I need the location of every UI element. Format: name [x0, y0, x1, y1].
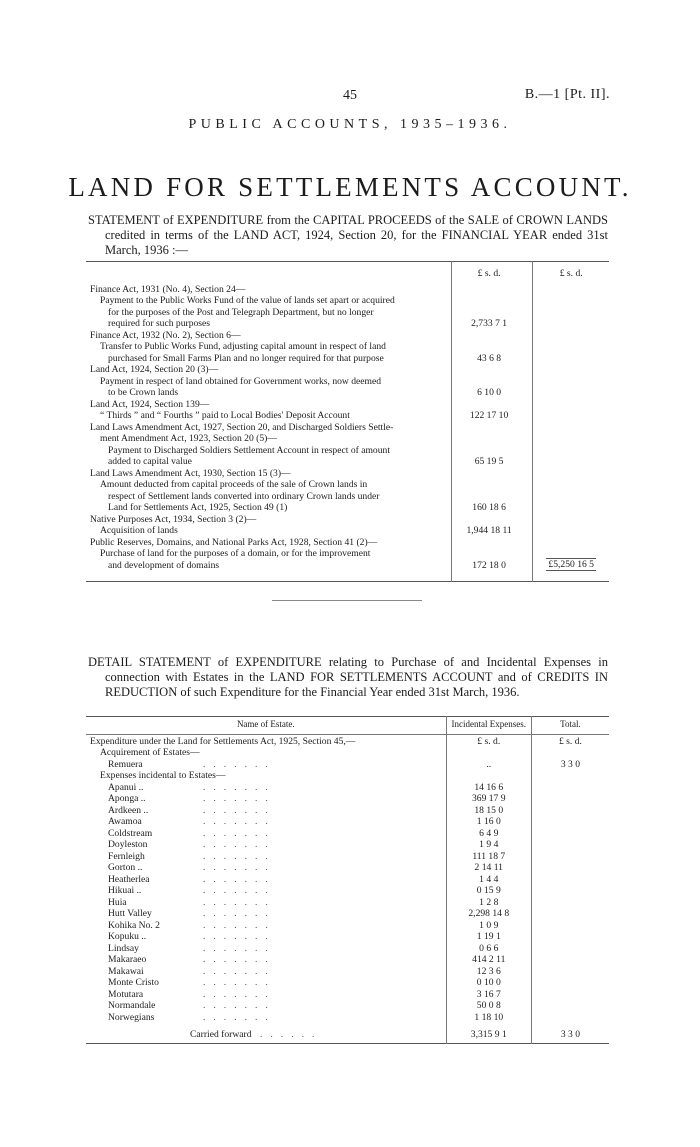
incidental-amount: 0 6 6 [446, 943, 531, 955]
column-header-name: Name of Estate. [86, 717, 446, 735]
estate-name: Normandale [108, 1000, 156, 1011]
table-row [86, 805, 609, 817]
estate-name: Kopuku .. [108, 931, 147, 942]
total-amount: 3 3 0 [560, 758, 581, 770]
detail-table [86, 716, 609, 1044]
section-heading: Expenditure under the Land for Settlements Act, 1925, Section 45,— [86, 734, 446, 747]
total-units: £ s. d. [558, 735, 582, 747]
act-detail-line: ment Amendment Act, 1923, Section 20 (5)— [100, 433, 277, 444]
total-units: £ s. d. [559, 268, 583, 279]
estate-name: Makawai [108, 965, 144, 977]
row-amount: 6 10 0 [451, 364, 533, 399]
estate-name: Motutara [108, 988, 144, 1000]
expenses-heading: Expenses incidental to Estates— [100, 770, 226, 781]
intro-line: REDUCTION of such Expenditure for the Financial Year ended 31st March, 1936. [105, 685, 520, 699]
table-row [86, 468, 609, 514]
estate-name: Hutt Valley [108, 908, 152, 919]
incidental-amount: 414 2 11 [446, 954, 531, 966]
estate-name: Makaraeo [108, 954, 147, 965]
estate-name: Aponga .. [108, 793, 146, 804]
table-row [86, 364, 609, 399]
incidental-units: £ s. d. [446, 734, 531, 747]
leader-dots: ....... [203, 839, 276, 850]
estate-name: Hikuai .. [108, 885, 142, 896]
table-row [86, 977, 609, 989]
table-row [86, 908, 609, 920]
table-row [86, 966, 609, 978]
act-heading: Public Reserves, Domains, and National Parks Act, 1928, Section 41 (2)— [90, 536, 378, 548]
incidental-amount: 1 4 4 [446, 874, 531, 886]
estate-name: Apanui .. [108, 781, 144, 793]
row-amount: 122 17 10 [451, 399, 533, 422]
leader-dots: ....... [203, 850, 276, 862]
section-divider [272, 600, 422, 601]
estate-name: Ardkeen .. [108, 804, 149, 816]
column-header-incidental: Incidental Expenses. [446, 717, 531, 735]
act-detail-line: Payment in respect of land obtained for Government works, now deemed [100, 375, 382, 387]
act-detail-line: “ Thirds ” and “ Fourths ” paid to Local Bodies' Deposit Account [100, 410, 350, 421]
leader-dots: ....... [203, 873, 276, 885]
estate-name: Heatherlea [108, 873, 150, 885]
table-row [86, 851, 609, 863]
table-row [86, 839, 609, 851]
act-detail-line: for the purposes of the Post and Telegraph Department, but no longer [108, 306, 374, 318]
table-row [86, 330, 609, 365]
table-spacer [86, 571, 609, 582]
table-row [86, 943, 609, 955]
row-amount: 172 18 0 [451, 537, 533, 572]
act-heading: Native Purposes Act, 1934, Section 3 (2)— [90, 513, 257, 525]
expenses-heading-row [86, 770, 609, 782]
leader-dots: ....... [203, 758, 276, 770]
intro-line: YEAR ended 31st March, 1936 :— [105, 228, 608, 257]
estate-name: Norwegians [108, 1011, 155, 1023]
leader-dots: ....... [203, 816, 276, 827]
incidental-amount: 1 9 4 [446, 839, 531, 851]
estate-name: Monte Cristo [108, 977, 159, 988]
act-heading: Land Laws Amendment Act, 1930, Section 15 (3)— [90, 467, 291, 479]
row-amount: 65 19 5 [451, 422, 533, 468]
intro-line: LANDS credited in terms of the LAND ACT, 1924, Section 20, for the FINANCIAL [105, 213, 609, 242]
expenditure-table [86, 261, 609, 582]
leader-dots: ....... [203, 885, 276, 896]
act-heading: Finance Act, 1932 (No. 2), Section 6— [90, 329, 241, 341]
estate-name: Awamoa [108, 816, 142, 827]
row-amount: 1,944 18 11 [451, 514, 533, 537]
table-row [86, 537, 609, 572]
incidental-amount: 18 15 0 [446, 805, 531, 817]
statement2-intro [88, 655, 608, 700]
table-row [86, 989, 609, 1001]
estate-name: Doyleston [108, 839, 148, 850]
page-title: LAND FOR SETTLEMENTS ACCOUNT. [68, 172, 632, 202]
incidental-amount: 1 19 1 [446, 931, 531, 943]
table-row [86, 514, 609, 537]
units-row [86, 734, 609, 747]
act-heading: Land Act, 1924, Section 139— [90, 398, 210, 410]
incidental-amount: 1 2 8 [446, 897, 531, 909]
page-number: 45 [343, 88, 357, 103]
incidental-amount: 111 18 7 [446, 851, 531, 863]
leader-dots: ....... [203, 781, 276, 793]
amount-units: £ s. d. [451, 262, 533, 284]
incidental-amount: 12 3 6 [446, 966, 531, 978]
leader-dots: ....... [203, 988, 276, 1000]
table-header-row [86, 717, 609, 735]
leader-dots: ....... [203, 965, 276, 977]
incidental-amount: 2 14 11 [446, 862, 531, 874]
leader-dots: ....... [203, 919, 276, 931]
carried-forward-incidental: 3,315 9 1 [446, 1023, 531, 1043]
running-title: PUBLIC ACCOUNTS, 1935–1936. [188, 117, 512, 132]
incidental-amount: 1 18 10 [446, 1012, 531, 1024]
row-amount: 43 6 8 [451, 330, 533, 365]
estate-name: Huia [108, 896, 127, 908]
table-row [86, 885, 609, 897]
act-detail-line: Payment to Discharged Soldiers Settlement Account in respect of amount [108, 444, 390, 456]
leader-dots: ....... [203, 827, 276, 839]
intro-line: STATEMENT of EXPENDITURE from the CAPITAL PROCEEDS of the SALE of CROWN [88, 213, 563, 227]
act-detail-line: purchased for Small Farms Plan and no longer required for that purpose [108, 352, 384, 364]
row-amount: 2,733 7 1 [451, 284, 533, 330]
leader-dots: ....... [203, 942, 276, 954]
leader-dots: ....... [203, 1011, 276, 1023]
act-detail-line: Amount deducted from capital proceeds of the sale of Crown lands in [100, 479, 368, 490]
column-header-total: Total. [531, 717, 609, 735]
intro-line: DETAIL STATEMENT of EXPENDITURE relating to Purchase of and Incidental Expenses in [88, 655, 608, 669]
leader-dots: ....... [203, 977, 276, 988]
act-detail-line: and development of domains [108, 559, 220, 571]
table-row [86, 793, 609, 805]
incidental-amount: 0 10 0 [446, 977, 531, 989]
table-row [86, 874, 609, 886]
incidental-amount: 14 16 6 [446, 782, 531, 794]
intro-line: connection with Estates in the LAND FOR SETTLEMENTS ACCOUNT and of CREDITS IN [105, 670, 608, 684]
expenditure-rows [86, 284, 609, 572]
table-row [86, 816, 609, 828]
table-row [86, 759, 609, 771]
act-heading: Land Laws Amendment Act, 1927, Section 20, and Discharged Soldiers Settle- [90, 421, 394, 433]
leader-dots: ....... [203, 908, 276, 919]
incidental-amount: 1 16 0 [446, 816, 531, 828]
incidental-amount: 2,298 14 8 [446, 908, 531, 920]
act-detail-line: Acquisition of lands [100, 525, 178, 536]
table-row [86, 422, 609, 468]
table-row [86, 399, 609, 422]
table-row [86, 1000, 609, 1012]
act-detail-line: Land for Settlements Act, 1925, Section 49 (1) [108, 502, 288, 513]
act-detail-line: Payment to the Public Works Fund of the value of lands set apart or acquired [100, 295, 395, 306]
leader-dots: ....... [203, 804, 276, 816]
leader-dots: ....... [203, 954, 276, 965]
table-row [86, 828, 609, 840]
incidental-amount: 0 15 9 [446, 885, 531, 897]
estate-name: Kohika No. 2 [108, 919, 160, 931]
carried-forward-label: Carried forward [190, 1029, 252, 1040]
estate-name: Remuera [108, 758, 143, 770]
act-detail-line: Purchase of land for the purposes of a domain, or for the improvement [100, 548, 371, 559]
statement-total: £5,250 16 5 [548, 558, 594, 570]
carried-forward-row [86, 1023, 609, 1043]
estate-name: Fernleigh [108, 850, 145, 862]
incidental-amount: .. [446, 759, 531, 771]
page-reference: B.—1 [Pt. II]. [524, 87, 610, 102]
estate-name: Gorton .. [108, 862, 143, 873]
incidental-amount: 6 4 9 [446, 828, 531, 840]
leader-dots: ....... [203, 1000, 276, 1011]
table-row [86, 897, 609, 909]
leader-dots: ....... [203, 896, 276, 908]
estate-rows [86, 782, 609, 1024]
leader-dots: ...... [260, 1029, 323, 1040]
incidental-amount: 1 0 9 [446, 920, 531, 932]
table-row [86, 931, 609, 943]
act-detail-line: Transfer to Public Works Fund, adjusting capital amount in respect of land [100, 341, 386, 352]
estate-name: Lindsay [108, 942, 139, 954]
table-row [86, 920, 609, 932]
incidental-amount: 50 0 8 [446, 1000, 531, 1012]
incidental-amount: 3 16 7 [446, 989, 531, 1001]
act-detail-line: required for such purposes [108, 318, 211, 329]
statement1-intro [88, 213, 608, 258]
table-row [86, 954, 609, 966]
act-detail-line: respect of Settlement lands converted into ordinary Crown lands under [108, 490, 380, 502]
leader-dots: ....... [203, 793, 276, 804]
leader-dots: ....... [203, 862, 276, 873]
table-row [86, 284, 609, 330]
acquirement-heading: Acquirement of Estates— [100, 747, 200, 758]
table-row [86, 1012, 609, 1024]
table-header-row [86, 262, 609, 284]
act-heading: Land Act, 1924, Section 20 (3)— [90, 364, 219, 375]
incidental-amount: 369 17 9 [446, 793, 531, 805]
table-row [86, 862, 609, 874]
act-heading: Finance Act, 1931 (No. 4), Section 24— [90, 283, 246, 295]
acquirement-heading-row [86, 747, 609, 759]
table-row [86, 782, 609, 794]
carried-forward-total: 3 3 0 [560, 1029, 581, 1040]
act-detail-line: to be Crown lands [108, 387, 179, 398]
act-detail-line: added to capital value [108, 456, 192, 467]
row-amount: 160 18 6 [451, 468, 533, 514]
leader-dots: ....... [203, 931, 276, 942]
estate-name: Coldstream [108, 827, 153, 839]
